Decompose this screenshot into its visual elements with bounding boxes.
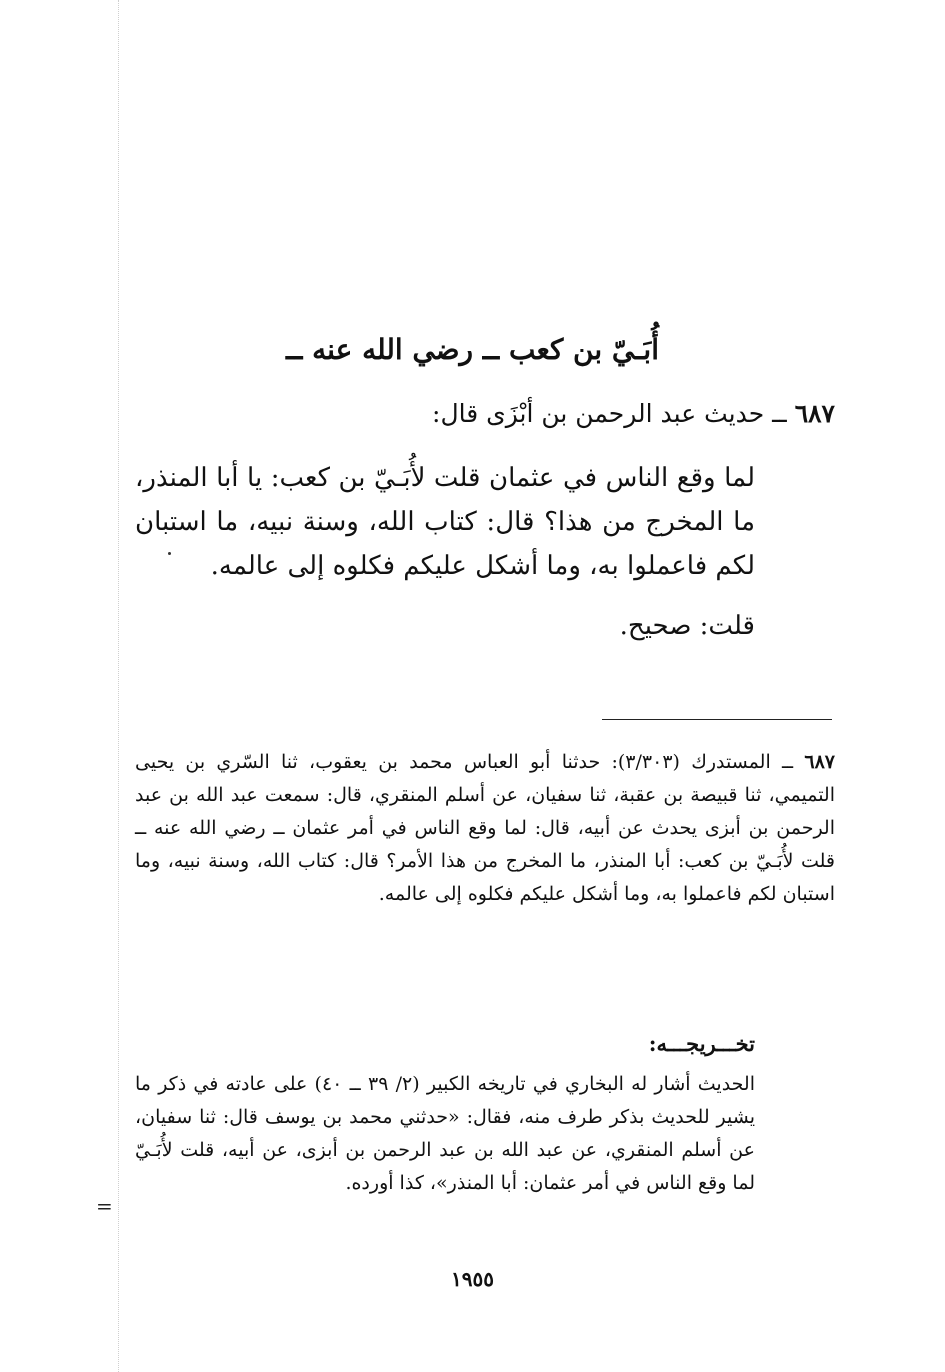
hadith-text [135, 456, 755, 588]
hadith-body: لما وقع الناس في عثمان قلت لأُبَـيّ بن كعب: يا أبا المنذر، ما المخرج من هذا؟ قال: كتاب الله، وسنة نبيه، ما استبان لكم فاعملوا به، وما أشكل عليكم فكلوه إلى عالمه. [135, 463, 755, 581]
page-number: ١٩٥٥ [451, 1267, 494, 1291]
continuation-mark: = [96, 1194, 113, 1218]
hadith-number: ٦٨٧ [794, 399, 835, 428]
footnote-text: ــ المستدرك (٣/٣٠٣): حدثنا أبو العباس محمد بن يعقوب، ثنا السّري بن يحيى التميمي، ثنا قبيصة بن عقبة، ثنا سفيان، عن أسلم المنقري، قال: سمعت عبد الله بن عبد الرحمن بن أبزى يحدث عن أبيه، قال: لما وقع الناس في أمر عثمان ــ رضي الله عنه ــ قلت لأُبَـيّ بن كعب: أبا المنذر، ما المخرج من هذا الأمر؟ قال: كتاب الله، وسنة نبيه، وما استبان لكم فاعملوا به، وما أشكل عليكم فكلوه إلى عالمه. [135, 751, 835, 905]
hadith-verdict: قلت: صحيح. [619, 611, 755, 641]
footnote [135, 746, 835, 911]
hadith-title [135, 394, 835, 434]
stray-dot [168, 552, 171, 555]
hadith-title-text: ــ حديث عبد الرحمن بن أبْزَى قال: [432, 399, 787, 428]
footnote-separator [602, 719, 832, 720]
footnote-number: ٦٨٧ [804, 751, 835, 773]
takhrij-heading: تخـــريجـــه: [648, 1031, 755, 1056]
gutter-dotted-line [118, 0, 119, 1372]
section-heading: أُبَـيّ بن كعب ــ رضي الله عنه ــ [286, 333, 659, 366]
takhrij-text: الحديث أشار له البخاري في تاريخه الكبير (٢/ ٣٩ ــ ٤٠) على عادته في ذكر ما يشير للحديث بذكر طرف منه، فقال: «حدثني محمد بن يوسف قال: ثنا سفيان، عن أسلم المنقري، عن عبد الله بن عبد الرحمن بن أبزى، عن أبيه، قلت لأُبَـيّ لما وقع الناس في أمر عثمان: أبا المنذر»، كذا أورده. [135, 1073, 755, 1194]
